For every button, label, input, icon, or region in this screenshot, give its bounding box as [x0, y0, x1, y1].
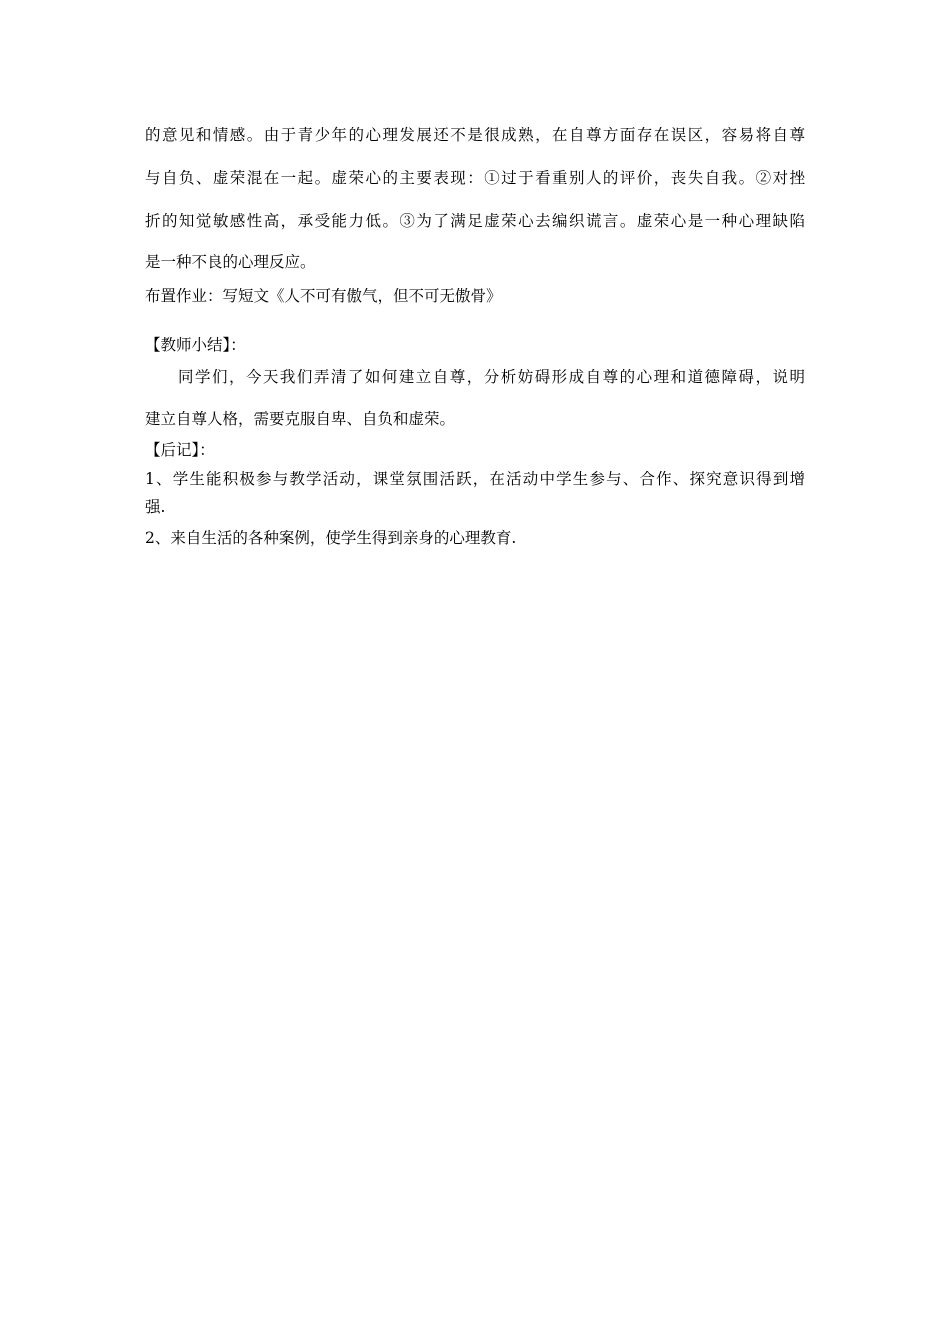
summary-line: 同学们，今天我们弄清了如何建立自尊，分析妨碍形成自尊的心理和道德障碍，说明: [178, 368, 805, 386]
paragraph-line: 折的知觉敏感性高，承受能力低。③为了满足虚荣心去编织谎言。虚荣心是一种心理缺陷: [145, 212, 805, 230]
section-heading-postscript: 【后记】：: [145, 441, 215, 459]
section-heading-summary: 【教师小结】：: [145, 336, 246, 354]
homework-line: 布置作业：写短文《人不可有傲气，但不可无傲骨》: [145, 287, 502, 305]
paragraph-line: 的意见和情感。由于青少年的心理发展还不是很成熟，在自尊方面存在误区，容易将自尊: [145, 126, 805, 144]
postscript-item-1: 1、学生能积极参与教学活动，课堂氛围活跃，在活动中学生参与、合作、探究意识得到增: [145, 470, 805, 488]
summary-line: 建立自尊人格，需要克服自卑、自负和虚荣。: [145, 410, 456, 428]
paragraph-line: 与自负、虚荣混在一起。虚荣心的主要表现：①过于看重别人的评价，丧失自我。②对挫: [145, 169, 805, 187]
postscript-item-2: 2、来自生活的各种案例，使学生得到亲身的心理教育.: [145, 529, 517, 547]
paragraph-line: 是一种不良的心理反应。: [145, 253, 316, 271]
postscript-item-1-cont: 强.: [145, 498, 166, 516]
